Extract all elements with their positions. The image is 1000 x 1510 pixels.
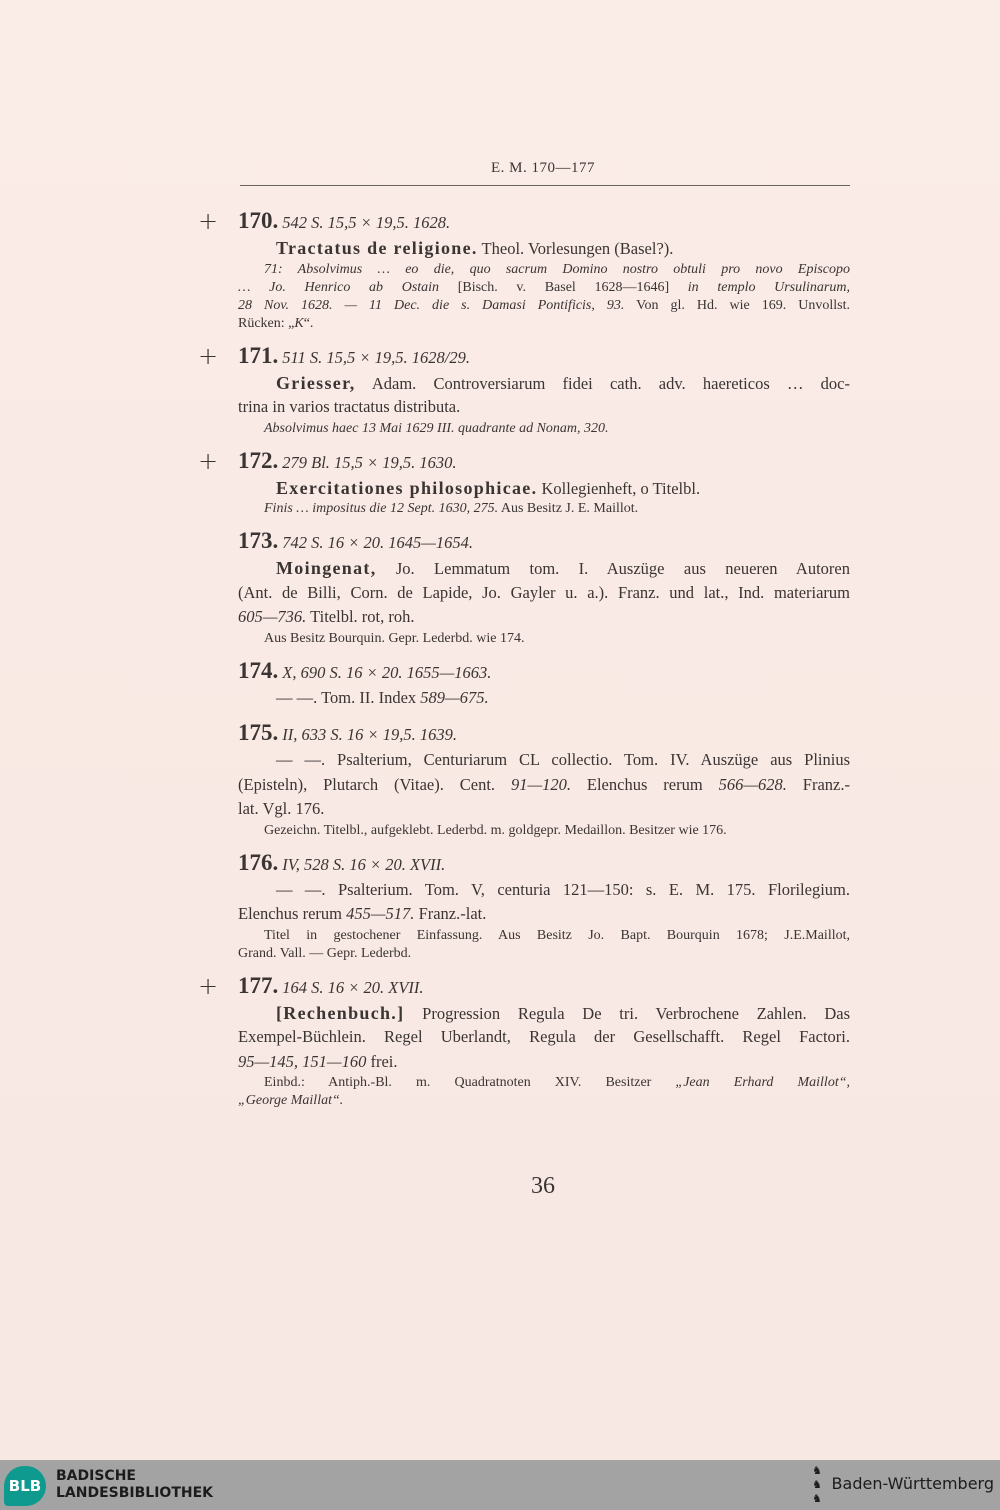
entry-note-line xyxy=(238,279,850,297)
entry-physical-description: II, 633 S. 16 × 19,5. 1639. xyxy=(282,725,457,744)
entry-number: 176. xyxy=(238,849,279,875)
text-segment: … Jo. Henrico ab Ostain xyxy=(238,279,440,295)
text-segment: 95—145, 151—160 xyxy=(238,1051,367,1071)
state-logo-text[interactable]: Baden-Württemberg xyxy=(831,1474,994,1493)
text-segment: lat. Vgl. 176. xyxy=(238,799,325,818)
entry-physical-description: X, 690 S. 16 × 20. 1655—1663. xyxy=(282,662,492,682)
text-segment: 28 Nov. 1628. — 11 Dec. die s. Damasi Pontificis, 93. xyxy=(238,297,625,313)
text-segment: Aus Besitz J. E. Maillot. xyxy=(498,501,639,516)
text-segment: Finis … impositus die 12 Sept. 1630, 275. xyxy=(264,501,499,516)
entry-number: 174. xyxy=(238,657,279,683)
entry-body-line xyxy=(238,581,850,606)
entry-number: 175. xyxy=(238,720,279,745)
entry-heading xyxy=(238,526,850,556)
text-segment: Progression Regula De tri. Verbrochene Zahlen. Das xyxy=(404,1003,850,1023)
entry-physical-description: 511 S. 15,5 × 19,5. 1628/29. xyxy=(282,347,470,367)
entry-physical-description: 742 S. 16 × 20. 1645—1654. xyxy=(282,533,474,552)
entry-heading xyxy=(238,206,850,236)
entry-note-line xyxy=(238,500,850,518)
entry-note-line xyxy=(238,261,850,279)
text-segment: „Jean Erhard Maillot“, xyxy=(675,1075,850,1090)
entry-body-line xyxy=(238,878,850,903)
entry-body-line xyxy=(238,1025,850,1050)
entry-physical-description: 164 S. 16 × 20. XVII. xyxy=(282,977,424,997)
header-rule xyxy=(240,185,850,186)
entry-body-line xyxy=(238,476,850,501)
text-segment: Aus Besitz Bourquin. Gepr. Lederbd. wie 174. xyxy=(264,630,525,646)
text-segment: Von gl. Hd. wie 169. Unvollst. xyxy=(624,297,850,313)
text-segment: Adam. Controversiarum fidei cath. adv. haereticos … doc- xyxy=(355,373,850,393)
text-segment: 455—517. xyxy=(346,904,415,923)
text-segment: Kollegienheft, o Titelbl. xyxy=(537,478,701,498)
text-segment: “. xyxy=(303,315,314,331)
text-segment: Exercitationes philosophicae. xyxy=(276,477,538,498)
text-segment: 566—628. xyxy=(718,774,787,794)
catalog-entry xyxy=(238,526,850,648)
entry-heading xyxy=(238,848,850,878)
plus-marker-icon: + xyxy=(198,207,219,235)
text-segment: 589—675. xyxy=(420,687,489,707)
catalog-entry xyxy=(198,446,850,519)
text-segment: K xyxy=(294,315,304,331)
text-segment: 605—736. xyxy=(238,607,307,626)
entry-body-line xyxy=(238,395,850,420)
plus-marker-icon: + xyxy=(198,446,219,475)
entry-heading xyxy=(238,656,850,686)
catalog-entry xyxy=(198,971,850,1111)
text-segment: 71: Absolvimus … eo die, quo sacrum Domino nostro obtuli pro novo Episcopo xyxy=(264,261,850,277)
text-segment: Exempel-Büchlein. Regel Uberlandt, Regula der Gesellschafft. Regel Factori. xyxy=(238,1027,850,1046)
entry-body-line xyxy=(238,902,850,927)
text-segment: Tractatus de religione. xyxy=(276,238,478,258)
plus-marker-icon: + xyxy=(198,971,219,1000)
catalog-entry xyxy=(198,341,850,438)
page-number: 36 xyxy=(531,1173,555,1199)
text-segment: (Episteln), Plutarch (Vitae). Cent. xyxy=(238,774,511,794)
entry-body-line xyxy=(238,686,850,711)
text-segment: Grand. Vall. — Gepr. Lederbd. xyxy=(238,945,412,961)
entry-body-line xyxy=(238,371,850,396)
entry-note-line xyxy=(238,315,850,333)
catalog-entry xyxy=(198,206,850,333)
entry-body-line xyxy=(238,236,850,261)
blb-logo[interactable]: BLB xyxy=(4,1466,46,1506)
entry-physical-description: 279 Bl. 15,5 × 19,5. 1630. xyxy=(282,452,457,472)
running-head xyxy=(240,160,850,177)
catalog-entries xyxy=(198,206,850,1118)
entry-number: 170. xyxy=(238,208,279,233)
entry-physical-description: 542 S. 15,5 × 19,5. 1628. xyxy=(282,213,451,232)
entry-number: 172. xyxy=(238,447,279,473)
entry-note-line xyxy=(238,927,850,945)
text-segment: — —. Tom. II. Index xyxy=(276,687,421,707)
catalog-entry xyxy=(238,656,850,711)
entry-number: 177. xyxy=(238,972,279,998)
entry-note-line xyxy=(238,297,850,315)
entry-number: 171. xyxy=(238,342,279,368)
text-segment: trina in varios tractatus distributa. xyxy=(238,397,461,416)
text-segment: (Ant. de Billi, Corn. de Lapide, Jo. Gayler u. a.). Franz. und lat., Ind. materiarum xyxy=(238,582,850,602)
running-head-text: E. M. 170—177 xyxy=(491,160,595,176)
entry-body-line xyxy=(238,748,850,773)
text-segment: Absolvimus haec 13 Mai 1629 III. quadrante ad Nonam, 320. xyxy=(264,420,609,436)
text-segment: — —. Psalterium. Tom. V, centuria 121—150: s. E. M. 175. Florilegium. xyxy=(276,879,850,899)
text-segment: Franz.-lat. xyxy=(414,904,487,923)
text-segment: [Bisch. v. Basel 1628—1646] xyxy=(439,279,688,295)
catalog-entry xyxy=(238,718,850,840)
library-name-line1: BADISCHE xyxy=(56,1468,136,1484)
entry-note-line xyxy=(238,945,850,963)
catalog-entry xyxy=(238,848,850,963)
lions-emblem-icon: ♞ ♞ ♞ xyxy=(812,1464,822,1505)
text-segment: Moingenat, xyxy=(276,558,377,578)
entry-body-line xyxy=(238,797,850,822)
entry-note-line xyxy=(238,822,850,840)
entry-note-line xyxy=(238,1074,850,1092)
entry-body-line xyxy=(238,556,850,581)
text-segment: Titelbl. rot, roh. xyxy=(306,607,415,626)
entry-note-line xyxy=(238,420,850,438)
text-segment: Theol. Vorlesungen (Basel?). xyxy=(477,239,674,258)
text-segment: Elenchus rerum xyxy=(570,774,719,794)
entry-body-line xyxy=(238,1050,850,1075)
entry-body-line xyxy=(238,773,850,798)
text-segment: „George Maillat“. xyxy=(238,1093,344,1108)
entry-physical-description: IV, 528 S. 16 × 20. XVII. xyxy=(282,854,446,874)
entry-heading xyxy=(238,341,850,371)
entry-number: 173. xyxy=(238,528,279,553)
library-name-line2: LANDESBIBLIOTHEK xyxy=(56,1485,214,1501)
text-segment: 91—120. xyxy=(510,774,571,794)
entry-heading xyxy=(238,718,850,748)
text-segment: Rücken: „ xyxy=(238,315,295,331)
footer-bar xyxy=(0,1460,1000,1510)
text-segment: Franz.- xyxy=(786,774,850,794)
text-segment: Gezeichn. Titelbl., aufgeklebt. Lederbd. m. goldgepr. Medaillon. Besitzer wie 176. xyxy=(264,822,727,838)
text-segment: Titel in gestochener Einfassung. Aus Besitz Jo. Bapt. Bourquin 1678; J.E.Maillot, xyxy=(264,927,850,943)
entry-body-line xyxy=(238,1001,850,1026)
entry-body-line xyxy=(238,605,850,630)
text-segment: frei. xyxy=(366,1051,398,1071)
plus-marker-icon: + xyxy=(198,341,219,370)
text-segment: — —. Psalterium, Centuriarum CL collectio. Tom. IV. Auszüge aus Plinius xyxy=(276,750,850,769)
entry-note-line xyxy=(238,630,850,648)
text-segment: Einbd.: Antiph.-Bl. m. Quadratnoten XIV. Besitzer xyxy=(264,1075,676,1090)
text-segment: Jo. Lemmatum tom. I. Auszüge aus neueren Autoren xyxy=(376,559,850,578)
text-segment: in templo Ursulinarum, xyxy=(687,279,850,295)
text-segment: Elenchus rerum xyxy=(238,904,347,923)
text-segment: Griesser, xyxy=(276,372,356,393)
entry-note-line xyxy=(238,1092,850,1110)
entry-heading xyxy=(238,446,850,476)
entry-heading xyxy=(238,971,850,1001)
text-segment: [Rechenbuch.] xyxy=(276,1002,405,1023)
library-name[interactable] xyxy=(56,1468,213,1502)
